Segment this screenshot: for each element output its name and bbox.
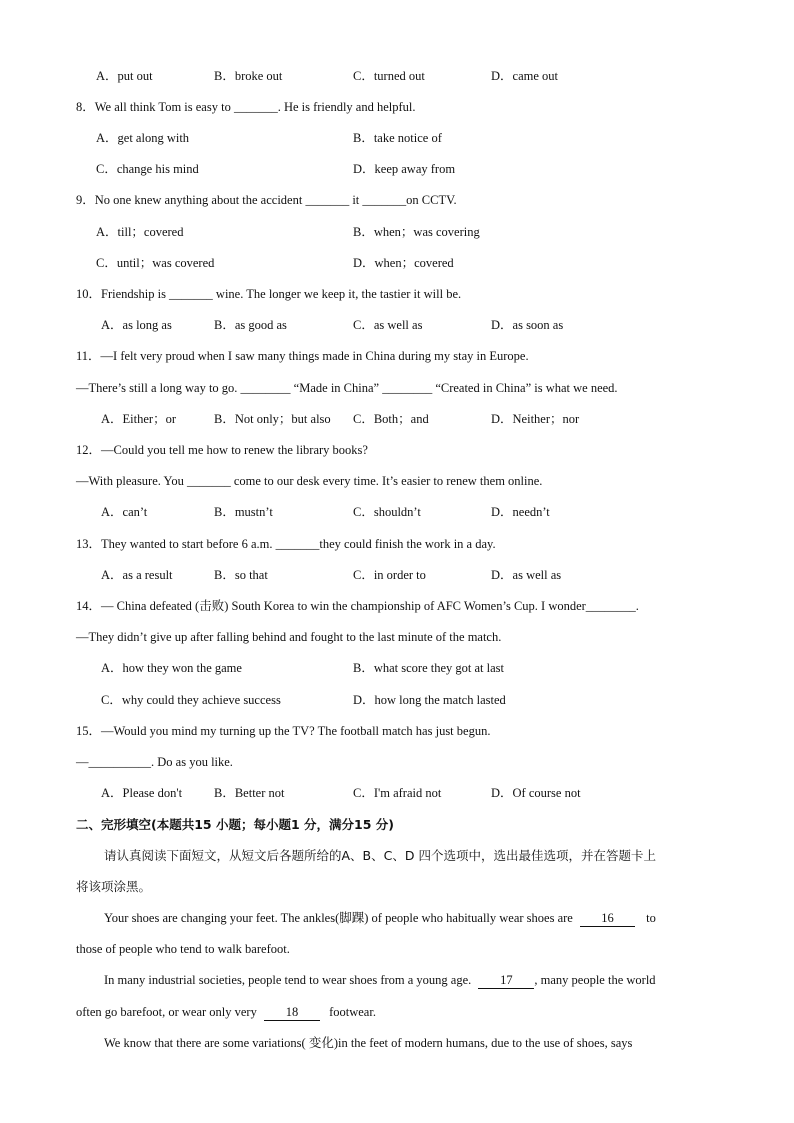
q13-option-d: D．as well as [491, 568, 562, 582]
q13-option-b: B．so that [214, 568, 268, 582]
passage-text: , many people the world [534, 973, 656, 987]
q15-option-c: C．I'm afraid not [353, 786, 442, 800]
q11-stem-reply: —There’s still a long way to go. ________ “Made in China” ________ “Created in China” is what we need. [76, 381, 618, 395]
passage-line [76, 1004, 376, 1021]
q13-stem: 13．They wanted to start before 6 a.m. _______they could finish the work in a day. [76, 537, 496, 551]
passage-text: footwear. [329, 1005, 376, 1019]
q8-option-d: D．keep away from [353, 162, 456, 176]
q9-option-b: B．when；was covering [353, 225, 480, 239]
q14-option-d: D．how long the match lasted [353, 693, 506, 707]
q12-option-c: C．shouldn’t [353, 505, 421, 519]
q7-option-c: C．turned out [353, 69, 425, 83]
q12-stem-reply: —With pleasure. You _______ come to our desk every time. It’s easier to renew them online. [76, 474, 543, 488]
q15-stem-reply: —__________. Do as you like. [76, 755, 233, 769]
section-instruction-cont: 将该项涂黑。 [76, 879, 152, 894]
q11-option-c: C．Both；and [353, 412, 429, 426]
q14-stem: 14．— China defeated (击败) South Korea to win the championship of AFC Women’s Cup. I wonder________. [76, 599, 639, 613]
passage-text: those of people who tend to walk barefoot. [76, 942, 290, 956]
q14-option-b: B．what score they got at last [353, 661, 505, 675]
passage-text: often go barefoot, or wear only very [76, 1005, 257, 1019]
section-heading: 二、完形填空(本题共15 小题；每小题1 分，满分15 分) [76, 817, 394, 832]
blank-16: 16 [580, 910, 635, 927]
q8-stem: 8．We all think Tom is easy to _______. He is friendly and helpful. [76, 100, 416, 114]
q7-option-a: A．put out [96, 69, 153, 83]
q8-option-b: B．take notice of [353, 131, 442, 145]
q11-option-b: B．Not only；but also [214, 412, 331, 426]
q10-option-a: A．as long as [101, 318, 172, 332]
passage-paragraph-2 [76, 972, 720, 989]
q11-option-d: D．Neither；nor [491, 412, 580, 426]
passage-text: to [646, 911, 656, 925]
q11-option-a: A．Either；or [101, 412, 176, 426]
q8-option-c: C．change his mind [96, 162, 199, 176]
q15-option-b: B．Better not [214, 786, 285, 800]
q9-stem: 9．No one knew anything about the accident _______ it _______on CCTV. [76, 193, 457, 207]
q12-option-b: B．mustn’t [214, 505, 273, 519]
q14-stem-reply: —They didn’t give up after falling behind and fought to the last minute of the match. [76, 630, 502, 644]
passage-text: Your shoes are changing your feet. The ankles(脚踝) of people who habitually wear shoes are [104, 911, 573, 925]
passage-paragraph-3 [76, 1035, 720, 1051]
q12-stem: 12．—Could you tell me how to renew the library books? [76, 443, 368, 457]
q8-option-a: A．get along with [96, 131, 190, 145]
q14-option-c: C．why could they achieve success [101, 693, 281, 707]
q14-option-a: A．how they won the game [101, 661, 242, 675]
section-instruction: 请认真阅读下面短文，从短文后各题所给的A、B、C、D 四个选项中，选出最佳选项，并在答题卡上 [104, 848, 656, 863]
q10-option-d: D．as soon as [491, 318, 564, 332]
q13-option-a: A．as a result [101, 568, 173, 582]
q15-stem: 15．—Would you mind my turning up the TV? The football match has just begun. [76, 724, 491, 738]
q12-option-a: A．can’t [101, 505, 148, 519]
q10-stem: 10．Friendship is _______ wine. The longer we keep it, the tastier it will be. [76, 287, 462, 301]
q15-option-a: A．Please don't [101, 786, 183, 800]
q7-option-d: D．came out [491, 69, 558, 83]
q10-option-b: B．as good as [214, 318, 287, 332]
passage-text: We know that there are some variations( 变化)in the feet of modern humans, due to the use of shoes, says [104, 1036, 633, 1050]
q7-option-b: B．broke out [214, 69, 283, 83]
passage-paragraph-1 [76, 910, 720, 927]
q11-stem: 11．—I felt very proud when I saw many things made in China during my stay in Europe. [76, 349, 529, 363]
q9-option-c: C．until；was covered [96, 256, 215, 270]
q10-option-c: C．as well as [353, 318, 423, 332]
passage-text: In many industrial societies, people tend to wear shoes from a young age. [104, 973, 472, 987]
q9-option-d: D．when；covered [353, 256, 454, 270]
q15-option-d: D．Of course not [491, 786, 581, 800]
q12-option-d: D．needn’t [491, 505, 550, 519]
blank-18: 18 [264, 1004, 320, 1021]
q13-option-c: C．in order to [353, 568, 426, 582]
blank-17: 17 [478, 972, 534, 989]
q9-option-a: A．till；covered [96, 225, 184, 239]
